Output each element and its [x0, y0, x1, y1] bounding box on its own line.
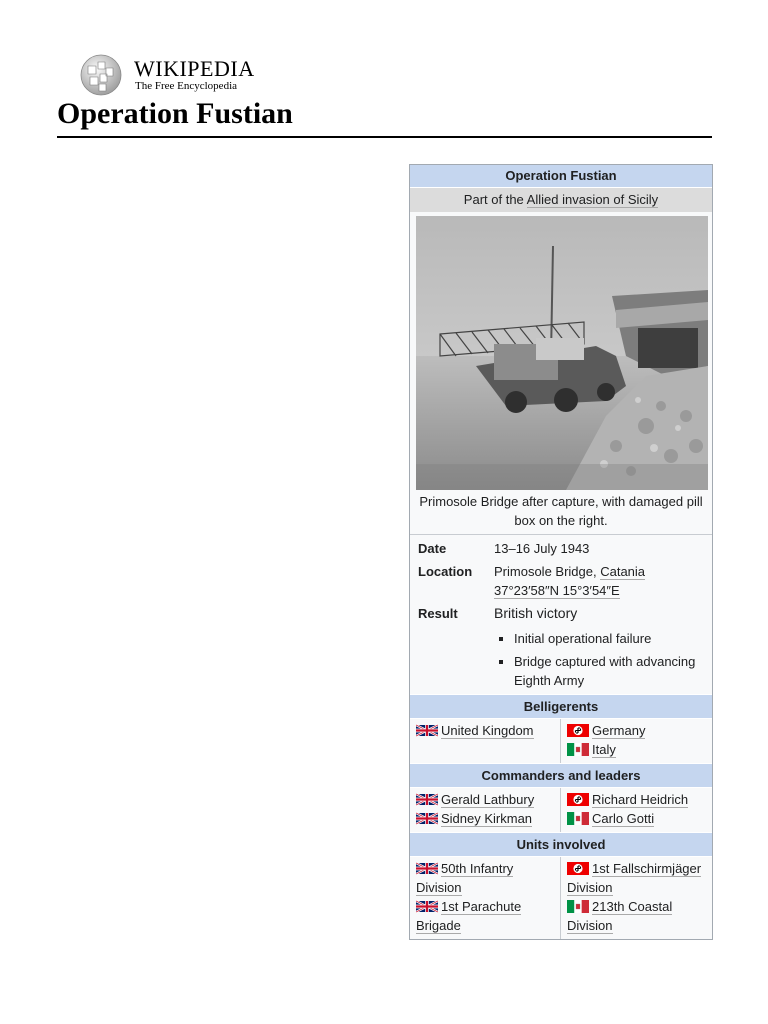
- primosole-bridge-photo[interactable]: [416, 216, 708, 490]
- units-axis: [560, 857, 710, 939]
- commander-link[interactable]: Gerald Lathbury: [441, 792, 535, 807]
- wikipedia-logo[interactable]: [74, 52, 254, 96]
- belligerents-columns: [410, 719, 712, 763]
- uk-flag-icon: [416, 899, 438, 912]
- title-divider: [57, 136, 712, 138]
- location-label: Location: [418, 564, 473, 579]
- infobox-part-of: [410, 188, 712, 212]
- list-item: [567, 721, 708, 740]
- coordinates-link[interactable]: 37°23′58″N 15°3′54″E: [494, 583, 620, 598]
- nazi-germany-flag-icon: [567, 723, 589, 736]
- belligerent-link[interactable]: United Kingdom: [441, 723, 534, 738]
- units-columns: [410, 857, 712, 939]
- catania-link[interactable]: Catania: [600, 564, 646, 579]
- result-text: British victory: [494, 605, 578, 621]
- nazi-germany-flag-icon: [567, 861, 589, 874]
- italy-flag-icon: [567, 742, 589, 755]
- units-heading: Units involved: [410, 832, 712, 857]
- uk-flag-icon: [416, 723, 438, 736]
- wikipedia-globe-icon: [74, 52, 124, 96]
- belligerent-link[interactable]: Italy: [592, 742, 616, 757]
- location-value: [494, 562, 706, 600]
- infobox-title: Operation Fustian: [410, 165, 712, 188]
- allied-invasion-link[interactable]: Allied invasion of Sicily: [526, 192, 659, 207]
- commander-link[interactable]: Sidney Kirkman: [441, 811, 533, 826]
- commanders-allies: [410, 788, 560, 832]
- nazi-germany-flag-icon: [567, 792, 589, 805]
- list-item: [416, 859, 558, 897]
- unit-link[interactable]: 213th Coastal Division: [567, 899, 673, 933]
- commander-link[interactable]: Richard Heidrich: [592, 792, 689, 807]
- list-item: [416, 721, 558, 740]
- result-note: ▪ Initial operational failure: [514, 629, 706, 648]
- list-item: [416, 897, 558, 935]
- result-value: [494, 604, 706, 694]
- italy-flag-icon: [567, 899, 589, 912]
- result-label: Result: [418, 606, 458, 621]
- unit-link[interactable]: 1st Fallschirmjäger Division: [567, 861, 702, 895]
- list-item: [416, 809, 558, 828]
- uk-flag-icon: [416, 792, 438, 805]
- photo-graphic: [416, 216, 708, 490]
- list-item: [567, 790, 708, 809]
- date-label: Date: [418, 541, 447, 556]
- list-item: [567, 809, 708, 828]
- list-item: [567, 897, 708, 935]
- photo-caption: Primosole Bridge after capture, with damaged pill box on the right.: [419, 494, 703, 528]
- list-item: [567, 740, 708, 759]
- part-of-prefix: Part of the: [463, 192, 527, 207]
- infobox: [409, 164, 713, 940]
- page-title: Operation Fustian: [57, 97, 293, 130]
- unit-link[interactable]: 1st Parachute Brigade: [416, 899, 522, 933]
- uk-flag-icon: [416, 861, 438, 874]
- wikipedia-tagline: The Free Encyclopedia: [135, 80, 238, 92]
- result-note: ▪ Bridge captured with advancing Eighth Army: [514, 652, 706, 690]
- italy-flag-icon: [567, 811, 589, 824]
- commanders-axis: [560, 788, 710, 832]
- commanders-columns: [410, 788, 712, 832]
- location-text: Primosole Bridge,: [494, 564, 601, 579]
- wikipedia-wordmark: WIKIPEDIA: [134, 56, 255, 81]
- list-item: [416, 790, 558, 809]
- date-value: 13–16 July 1943: [494, 541, 590, 556]
- commander-link[interactable]: Carlo Gotti: [592, 811, 655, 826]
- belligerents-axis: [560, 719, 710, 763]
- uk-flag-icon: [416, 811, 438, 824]
- unit-link[interactable]: 50th Infantry Division: [416, 861, 514, 895]
- result-notes-list: [494, 629, 706, 690]
- list-item: [567, 859, 708, 897]
- commanders-heading: Commanders and leaders: [410, 763, 712, 788]
- units-allies: [410, 857, 560, 939]
- belligerents-heading: Belligerents: [410, 694, 712, 719]
- belligerent-link[interactable]: Germany: [592, 723, 646, 738]
- belligerents-allies: [410, 719, 560, 763]
